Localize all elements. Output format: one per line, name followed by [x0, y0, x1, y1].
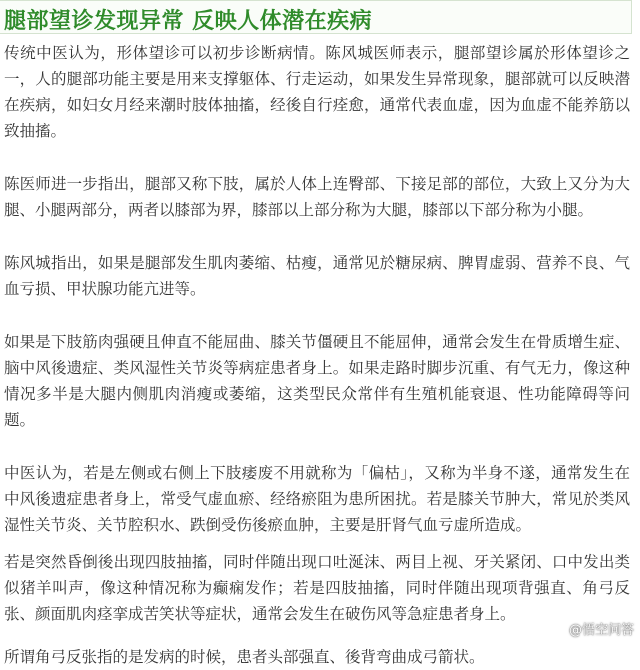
article-paragraph: 如果是下肢筋肉强硬且伸直不能屈曲、膝关节僵硬且不能屈伸，通常会发生在骨质增生症、脑中风後遗症、类风湿性关节炎等病症患者身上。如果走路时脚步沉重、有气无力，像这种情况多半是大腿内侧肌肉消瘦或萎缩，这类型民众常伴有生殖机能衰退、性功能障碍等问题。	[4, 333, 630, 429]
wukong-logo-icon	[545, 618, 565, 638]
article-paragraph: 陈风城指出，如果是腿部发生肌肉萎缩、枯瘦，通常见於糖尿病、脾胃虚弱、营养不良、气血亏损、甲状腺功能亢进等。	[4, 254, 630, 298]
article-body	[4, 40, 630, 670]
watermark-text: @悟空问答	[568, 622, 634, 638]
article-paragraph: 若是突然昏倒後出现四肢抽搐，同时伴随出现口吐涎沫、两目上视、牙关紧闭、口中发出类似猪羊叫声，像这种情况称为癫痫发作；若是四肢抽搐，同时伴随出现项背强直、角弓反张、颜面肌肉痉挛成苦笑状等症状，通常会发生在破伤风等急症患者身上。	[4, 553, 630, 623]
article-paragraph: 所谓角弓反张指的是发病的时候，患者头部强直、後背弯曲成弓箭状。	[4, 648, 485, 666]
title-bar	[0, 0, 632, 34]
watermark	[545, 618, 634, 638]
article-paragraph: 中医认为，若是左侧或右侧上下肢痿废不用就称为「偏枯」，又称为半身不遂，通常发生在中风後遗症患者身上，常受气虚血瘀、经络瘀阻为患所困扰。若是膝关节肿大，常见於类风湿性关节炎、关节腔积水、跌倒受伤後瘀血肿，主要是肝肾气血亏虚所造成。	[4, 464, 630, 534]
article-paragraph: 传统中医认为，形体望诊可以初步诊断病情。陈风城医师表示，腿部望诊属於形体望诊之一，人的腿部功能主要是用来支撑躯体、行走运动，如果发生异常现象，腿部就可以反映潜在疾病，如妇女月经来潮时肢体抽搐，经後自行痊愈，通常代表血虚，因为血虚不能养筋以致抽搐。	[4, 44, 630, 140]
article-title: 腿部望诊发现异常 反映人体潜在疾病	[4, 9, 373, 34]
article-paragraph: 陈医师进一步指出，腿部又称下肢，属於人体上连臀部、下接足部的部位，大致上又分为大腿、小腿两部分，两者以膝部为界，膝部以上部分称为大腿，膝部以下部分称为小腿。	[4, 175, 630, 219]
